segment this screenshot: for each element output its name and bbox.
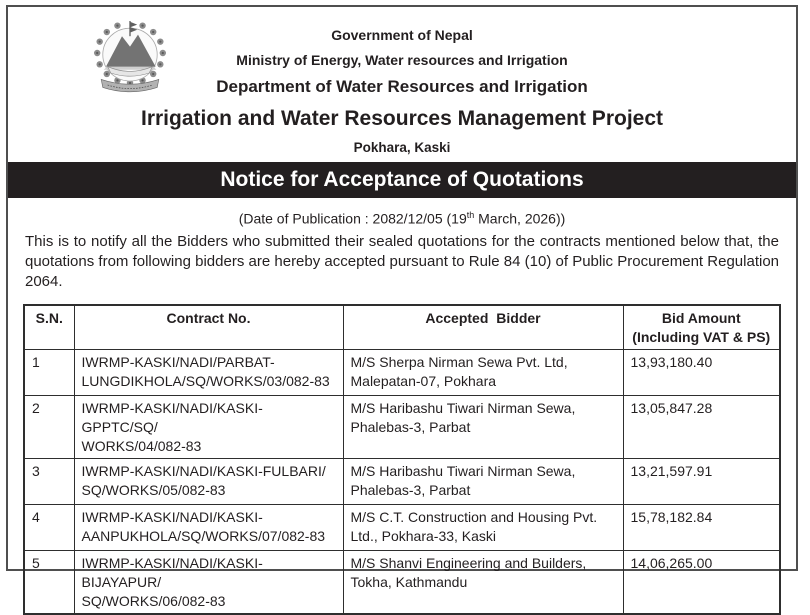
publication-date: [8, 206, 796, 228]
cell-sn: 5: [24, 550, 74, 614]
contract-line1: IWRMP-KASKI/NADI/KASKI-FULBARI/: [81, 462, 326, 479]
bidder-line2: Tokha, Kathmandu: [350, 573, 468, 590]
contract-line2: SQ/WORKS/06/082-83: [81, 592, 226, 609]
cell-contract: [74, 349, 343, 395]
contract-line2: LUNGDIKHOLA/SQ/WORKS/03/082-83: [81, 372, 330, 389]
cell-amount: 13,21,597.91: [623, 458, 780, 504]
contract-line2: WORKS/04/082-83: [81, 437, 202, 454]
header-bidder: Accepted Bidder: [343, 305, 623, 350]
publication-date-ordinal: th: [466, 210, 475, 220]
cell-contract: [74, 395, 343, 458]
header-amount: [623, 305, 780, 350]
cell-contract: [74, 504, 343, 550]
cell-bidder: [343, 550, 623, 614]
cell-bidder: [343, 504, 623, 550]
cell-sn: 3: [24, 458, 74, 504]
document-page: [6, 5, 798, 609]
cell-sn: 4: [24, 504, 74, 550]
bidder-line2: Malepatan-07, Pokhara: [350, 372, 497, 389]
bidder-line1: M/S C.T. Construction and Housing Pvt.: [350, 508, 598, 525]
contract-line1: IWRMP-KASKI/NADI/PARBAT-: [81, 353, 275, 370]
cell-amount: 15,78,182.84: [623, 504, 780, 550]
contract-line1: IWRMP-KASKI/NADI/KASKI-BIJAYAPUR/: [81, 554, 263, 590]
publication-date-suffix: March, 2026)): [474, 210, 566, 227]
header-sn: S.N.: [24, 305, 74, 350]
government-title: Government of Nepal: [331, 27, 473, 43]
cell-amount: 13,93,180.40: [623, 349, 780, 395]
table-row: [24, 349, 780, 395]
table-row: [24, 395, 780, 458]
nepal-coat-of-arms-icon: [90, 16, 170, 98]
bidder-line1: M/S Haribashu Tiwari Nirman Sewa,: [350, 399, 576, 416]
contract-line2: AANPUKHOLA/SQ/WORKS/07/082-83: [81, 527, 326, 544]
table-header-row: [24, 305, 780, 350]
bidder-line2: Phalebas-3, Parbat: [350, 418, 471, 435]
department-title: Department of Water Resources and Irrigation: [216, 77, 588, 96]
bidder-line2: Phalebas-3, Parbat: [350, 481, 471, 498]
cell-amount: 14,06,265.00: [623, 550, 780, 614]
cell-contract: [74, 458, 343, 504]
cell-sn: 1: [24, 349, 74, 395]
publication-date-prefix: (Date of Publication : 2082/12/05 (19: [238, 210, 467, 227]
contract-line1: IWRMP-KASKI/NADI/KASKI-: [81, 508, 263, 525]
table-row: [24, 458, 780, 504]
cell-bidder: [343, 349, 623, 395]
header-amount-line2: (Including VAT & PS): [632, 328, 771, 345]
cell-contract: [74, 550, 343, 614]
bidder-line1: M/S Haribashu Tiwari Nirman Sewa,: [350, 462, 576, 479]
project-location: Pokhara, Kaski: [353, 140, 451, 155]
cell-bidder: [343, 458, 623, 504]
bidder-line1: M/S Sherpa Nirman Sewa Pvt. Ltd,: [350, 353, 568, 370]
table-row: [24, 550, 780, 614]
header-amount-line1: Bid Amount: [661, 309, 741, 326]
bidder-line2: Ltd., Pokhara-33, Kaski: [350, 527, 497, 544]
cell-amount: 13,05,847.28: [623, 395, 780, 458]
notice-title-banner: Notice for Acceptance of Quotations: [8, 162, 796, 198]
ministry-title: Ministry of Energy, Water resources and Irrigation: [236, 52, 568, 68]
project-title: Irrigation and Water Resources Management Project: [140, 107, 664, 130]
bidder-line1: M/S Shanvi Engineering and Builders,: [350, 554, 587, 571]
cell-sn: 2: [24, 395, 74, 458]
cell-bidder: [343, 395, 623, 458]
contract-line1: IWRMP-KASKI/NADI/KASKI-GPPTC/SQ/: [81, 399, 263, 435]
notice-body: This is to notify all the Bidders who submitted their sealed quotations for the contracts mentioned below that, the quotations from following bidders are hereby accepted pursuant to Rule 84 (10) of Public Procurement Regulation 2064.: [25, 232, 779, 290]
table-row: [24, 504, 780, 550]
quotations-table: [23, 304, 781, 615]
header-contract: Contract No.: [74, 305, 343, 350]
contract-line2: SQ/WORKS/05/082-83: [81, 481, 226, 498]
